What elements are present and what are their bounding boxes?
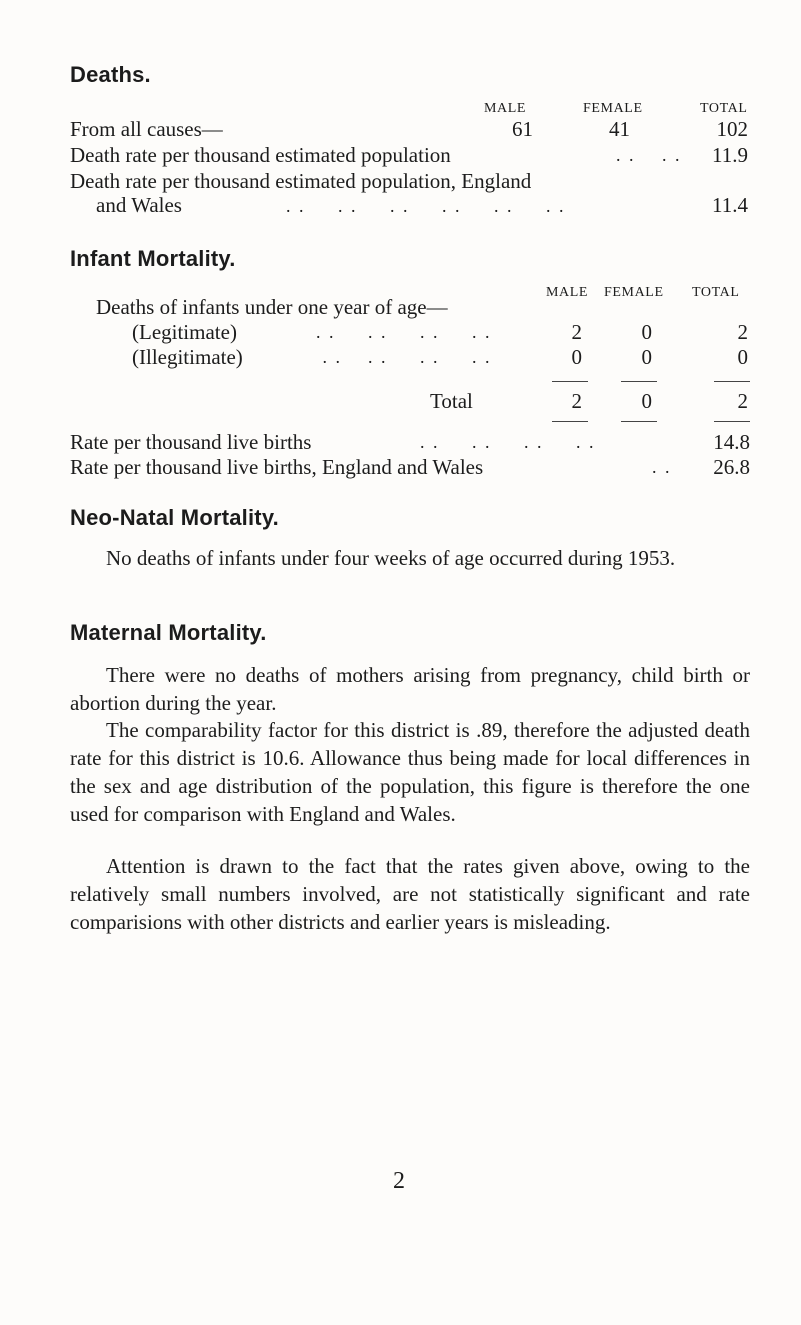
neonatal-text: No deaths of infants under four weeks of age occurred during 1953. xyxy=(106,546,676,570)
sum-rule xyxy=(552,421,588,422)
maternal-paragraph-3 xyxy=(70,852,750,936)
death-rate-estimated-total: 11.9 xyxy=(712,143,748,167)
death-rate-estimated-label: Death rate per thousand estimated population xyxy=(70,143,451,167)
all-causes-total: 102 xyxy=(716,117,748,141)
infant-total-label: Total xyxy=(430,389,473,413)
sum-rule xyxy=(621,421,657,422)
illegitimate-female: 0 xyxy=(641,345,652,369)
leader-dots: . . xyxy=(616,145,636,165)
sum-rule xyxy=(621,381,657,382)
death-rate-england-label: Death rate per thousand estimated population, England xyxy=(70,169,532,193)
deaths-header-male: MALE xyxy=(484,101,527,116)
deaths-header-total: TOTAL xyxy=(700,101,748,116)
infant-header-female: FEMALE xyxy=(604,285,664,300)
neonatal-heading: Neo-Natal Mortality. xyxy=(70,505,279,530)
illegitimate-male: 0 xyxy=(571,345,582,369)
maternal-paragraph-2 xyxy=(70,716,750,828)
illegitimate-label: (Illegitimate) xyxy=(132,345,243,369)
deaths-header-female: FEMALE xyxy=(583,101,643,116)
all-causes-label: From all causes— xyxy=(70,117,223,141)
leader-dots: . . . . . . . . xyxy=(420,432,596,452)
sum-rule xyxy=(714,421,750,422)
infant-total-female: 0 xyxy=(641,389,652,413)
all-causes-male: 61 xyxy=(512,117,533,141)
death-rate-england-label-cont: and Wales xyxy=(96,193,182,217)
legitimate-total: 2 xyxy=(737,320,748,344)
legitimate-label: (Legitimate) xyxy=(132,320,237,344)
infant-rate-live-label: Rate per thousand live births xyxy=(70,430,312,454)
death-rate-england-total: 11.4 xyxy=(712,193,748,217)
infant-heading: Infant Mortality. xyxy=(70,246,236,271)
maternal-text-1: There were no deaths of mothers arising from pregnancy, child birth or abortion during the year. xyxy=(70,663,750,715)
maternal-text-3: Attention is drawn to the fact that the rates given above, owing to the relatively small numbers involved, are not statistically significant and rate comparisions with other districts and earlier years is misleading. xyxy=(70,854,750,934)
maternal-paragraph-1 xyxy=(70,661,750,717)
leader-dots: . . . . . . . . xyxy=(316,347,492,367)
sum-rule xyxy=(552,381,588,382)
infant-intro: Deaths of infants under one year of age— xyxy=(96,295,448,319)
illegitimate-total: 0 xyxy=(737,345,748,369)
legitimate-male: 2 xyxy=(571,320,582,344)
legitimate-female: 0 xyxy=(641,320,652,344)
infant-total-male: 2 xyxy=(571,389,582,413)
infant-total-total: 2 xyxy=(737,389,748,413)
infant-rate-live-value: 14.8 xyxy=(713,430,750,454)
maternal-heading: Maternal Mortality. xyxy=(70,620,267,645)
maternal-text-2: The comparability factor for this district is .89, therefore the adjusted death rate for this district is 10.6. Allowance thus being made for local differences in the sex and age distribution of the population, this figure is therefore the one used for comparison with England and Wales. xyxy=(70,718,750,826)
leader-dots: . . xyxy=(652,457,672,477)
leader-dots: . . xyxy=(662,145,682,165)
infant-rate-england-label: Rate per thousand live births, England and Wales xyxy=(70,455,484,479)
leader-dots: . . . . . . . . . . . . xyxy=(286,196,566,216)
all-causes-female: 41 xyxy=(609,117,630,141)
neonatal-paragraph xyxy=(70,544,750,572)
infant-header-total: TOTAL xyxy=(692,285,740,300)
leader-dots: . . . . . . . . xyxy=(316,322,492,342)
deaths-heading: Deaths. xyxy=(70,62,151,87)
sum-rule xyxy=(714,381,750,382)
infant-rate-england-value: 26.8 xyxy=(713,455,750,479)
infant-header-male: MALE xyxy=(546,285,589,300)
page-number: 2 xyxy=(393,1168,405,1194)
